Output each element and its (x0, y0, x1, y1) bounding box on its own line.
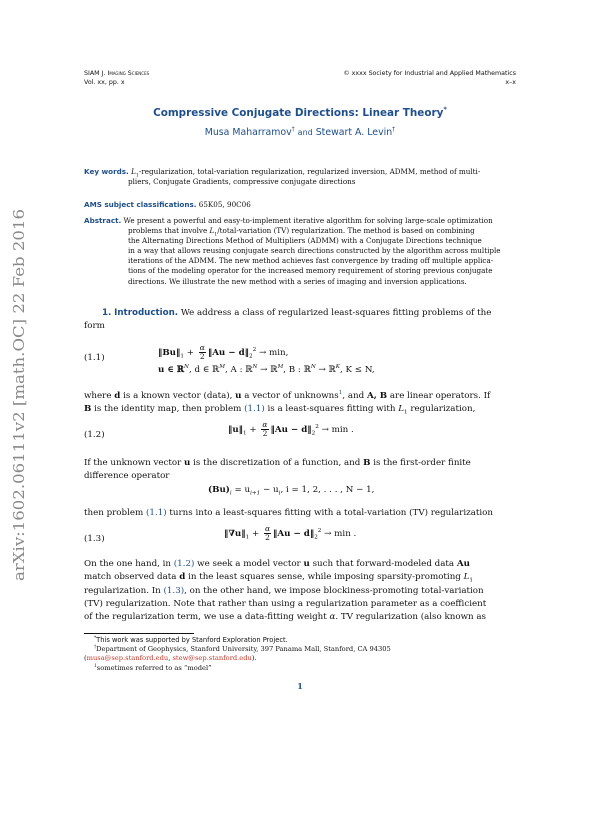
eq13-alpha: α (264, 524, 271, 533)
author-2-mark: † (392, 125, 396, 133)
p1-text-f: is the identity map, then problem (91, 404, 245, 415)
eq12-two: 2 (262, 429, 268, 438)
eq11-arrow2: → ℝ (315, 365, 336, 375)
eq11-arrow1: → ℝ (257, 365, 278, 375)
p1-text-c: a vector of unknowns (241, 391, 339, 401)
p1-l1-symbol: L (398, 404, 405, 415)
p1-u: u (235, 391, 242, 401)
eq11-norm-bu: ‖Bu‖ (158, 348, 181, 358)
eq11-supN2: N (252, 364, 258, 371)
abstract-line-5: iterations of the ADMM. The new method achieves fast convergence by trading off multiple applica- (128, 256, 494, 266)
eq11-supN: N (184, 364, 189, 371)
keywords-line-2: pliers, Conjugate Gradients, compressive conjugate directions (128, 177, 356, 187)
eq11-supN3: N (310, 364, 316, 371)
equation-1-3-number: (1.3) (84, 534, 105, 544)
keywords-l1-symbol: L (131, 167, 136, 176)
paragraph-2 (84, 457, 516, 484)
diffop-sub-i2: i (278, 490, 281, 497)
author-1: Musa Maharramov (204, 127, 292, 138)
p4-l1-symbol: L (463, 572, 470, 583)
eq12-sub2: 2 (311, 430, 316, 437)
eq11-supM2: M (277, 364, 284, 371)
eq12-plus: + (249, 425, 257, 435)
p1-l1-sub: 1 (404, 410, 408, 417)
section-title: Introduction. (114, 308, 179, 318)
eq12-alpha: α (262, 420, 268, 429)
keywords-block (84, 167, 516, 187)
keywords-l1-sub: 1 (135, 173, 139, 179)
footnote-2-open: ( (84, 654, 87, 663)
footnote-3-mark: 1 (94, 663, 97, 669)
title-footnote-mark: * (443, 105, 447, 114)
paragraph-1 (84, 390, 516, 417)
abstract-label: Abstract. (84, 216, 122, 225)
p1-d: d (114, 391, 121, 401)
eq11-op-a: , A : ℝ (225, 365, 253, 375)
footnote-1 (84, 636, 516, 645)
footnote-rule (84, 633, 194, 634)
eq13-fraction (264, 525, 271, 542)
section-number: 1. (102, 308, 112, 318)
abstract-line-6: tions of the modeling operator for the increased memory requirement of storing previous conjugate (128, 266, 493, 276)
eq11-supM: M (219, 364, 226, 371)
footnote-2 (84, 645, 516, 654)
eq12-norm-au-d: ‖Au − d‖ (270, 425, 312, 435)
introduction-lead (84, 307, 516, 334)
equation-1-3 (224, 525, 356, 542)
paragraph-4 (84, 558, 516, 624)
p1-text-d: , and (342, 391, 367, 401)
footnote-2-close: ). (251, 654, 257, 663)
p2-text-d: difference operator (84, 471, 170, 482)
p4-text-g: , on the other hand, we impose blockiness-promoting total-variation (184, 585, 484, 596)
abstract-line-2a: problems that involve (128, 226, 210, 236)
equation-1-2-number: (1.2) (84, 430, 105, 440)
p2-text-c: is the first-order finite (370, 458, 471, 468)
p4-text-b: we seek a model vector (194, 559, 304, 569)
difference-operator-equation (208, 485, 374, 495)
author-separator: and (297, 128, 313, 137)
p1-text-h: regularization, (407, 404, 476, 415)
diffop-sub-i: i (229, 490, 232, 497)
p2-text-b: is the discretization of a function, and (190, 458, 364, 468)
footnote-2-mark: † (94, 644, 97, 650)
eq11-supK: K (335, 364, 340, 371)
abstract-line-4: in a way that allows reusing conjugate search directions constructed by the algorithm across multiple (128, 246, 501, 256)
equation-1-2 (228, 421, 354, 438)
eq13-sub2: 2 (314, 534, 318, 541)
footnote-3-text: sometimes referred to as “model” (96, 663, 212, 672)
p1-text-b: is a known vector (data), (120, 391, 236, 401)
eq13-plus: + (251, 529, 260, 539)
p2-text-a: If the unknown vector (84, 458, 185, 468)
eq13-norm-grad-u: ‖∇u‖ (224, 529, 246, 539)
footnotes (84, 636, 516, 673)
p4-alpha: α (329, 612, 336, 623)
paper-title-text: Compressive Conjugate Directions: Linear Theory (153, 107, 444, 119)
footnote-3 (84, 664, 516, 673)
footnote-2-address: Department of Geophysics, Stanford University, 397 Panama Mall, Stanford, CA 94305 (96, 645, 391, 654)
ams-block (84, 200, 516, 210)
abstract-line-7: directions. We illustrate the new method with a series of imaging and inversion applications. (128, 276, 467, 286)
p3-text-b: turns into a least-squares fitting with a total-variation (TV) regularization (166, 508, 493, 518)
author-1-mark: † (291, 125, 295, 133)
abstract-line-2b: /total-variation (TV) regularization. The method is based on combining (217, 226, 475, 236)
footnote-1-mark: * (94, 635, 97, 641)
p4-l1-sub: 1 (469, 578, 473, 585)
eq11-op-b: , B : ℝ (283, 365, 311, 375)
eq13-min: → min . (324, 529, 357, 539)
diffop-bu: (Bu) (208, 485, 230, 495)
eq11-two: 2 (199, 352, 205, 361)
ams-codes: 65K05, 90C06 (198, 200, 251, 209)
journal-name: SIAM J. Imaging Sciences (84, 70, 150, 77)
p4-text-i: of the regularization term, we use a data-fitting weight (84, 612, 330, 623)
eq11-plus: + (186, 348, 194, 358)
author-list (0, 127, 600, 138)
abstract-l1-sub: 1 (214, 232, 218, 238)
paper-title (0, 107, 600, 119)
p4-text-d: match observed data (84, 572, 180, 583)
equation-1-1-line-1 (158, 344, 288, 361)
equation-1-1-line-2 (158, 365, 375, 375)
p4-text-f: regularization. In (84, 585, 164, 596)
p4-d: d (179, 572, 186, 583)
eq12-fraction (261, 421, 268, 438)
journal-volume: Vol. xx, pp. x (84, 78, 125, 86)
eq11-sub2: 2 (249, 353, 253, 360)
eq11-min: → min, (258, 348, 289, 358)
p3-eq-ref-1-1[interactable]: (1.1) (146, 508, 167, 518)
email-link-musa[interactable]: musa@sep.stanford.edu (86, 654, 169, 663)
abstract-l1-symbol: L (209, 226, 215, 236)
p2-u: u (184, 458, 191, 468)
diffop-minus-u: − u (260, 485, 279, 495)
email-link-stew[interactable]: stew@sep.stanford.edu (172, 654, 252, 663)
p1-ab: A, B (366, 391, 388, 401)
p4-text-c: such that forward-modeled data (309, 559, 457, 569)
footnote-2-sep: , (168, 654, 173, 663)
eq11-domain-u: u ∈ ℝ (158, 365, 185, 375)
arxiv-stamp-text: arXiv:1602.06111v2 [math.OC] 22 Feb 2016 (10, 239, 28, 581)
footnote-2-emails (84, 654, 516, 663)
page-range: x–x (505, 78, 516, 86)
eq11-norm-au-d: ‖Au − d‖ (207, 348, 249, 358)
copyright-line: © xxxx Society for Industrial and Applied Mathematics (343, 70, 516, 77)
ams-label: AMS subject classifications. (84, 200, 197, 209)
page-number: 1 (297, 681, 303, 691)
p2-b: B (363, 458, 371, 468)
eq11-k-le-n: , K ≤ N, (340, 365, 375, 375)
p1-text-e: are linear operators. If (387, 391, 491, 401)
equation-1-1-number: (1.1) (84, 353, 105, 363)
eq13-sup2: 2 (317, 528, 322, 535)
diffop-equals-u: = u (231, 485, 251, 495)
eq13-norm-au-d: ‖Au − d‖ (273, 529, 315, 539)
p1-text-g: is a least-squares fitting with (264, 404, 399, 415)
keywords-label: Key words. (84, 167, 129, 176)
eq12-sub1: 1 (243, 430, 247, 437)
p1-b: B (84, 404, 92, 415)
abstract-block (84, 216, 516, 287)
p1-text-a: where (84, 391, 115, 401)
eq11-sub1: 1 (180, 353, 184, 360)
diffop-range: , i = 1, 2, . . . , N − 1, (280, 485, 375, 495)
eq11-fraction (199, 344, 206, 361)
p4-eq-ref-1-2[interactable]: (1.2) (173, 559, 195, 569)
eq13-sub1: 1 (245, 534, 250, 541)
p3-text-a: then problem (84, 508, 147, 518)
p4-text-e: in the least squares sense, while imposing sparsity-promoting (185, 572, 464, 583)
paragraph-3 (84, 507, 516, 520)
p1-eq-ref-1-1[interactable]: (1.1) (244, 404, 265, 415)
eq12-sup2: 2 (315, 424, 319, 431)
p4-eq-ref-1-3[interactable]: (1.3) (163, 585, 185, 596)
eq12-min: → min . (321, 425, 354, 435)
p4-au: Au (456, 559, 470, 569)
p4-text-h: (TV) regularization. Note that rather than using a regularization parameter as a coefficient (84, 598, 487, 609)
eq12-norm-u: ‖u‖ (228, 425, 244, 435)
p1-footnote-link[interactable]: 1 (338, 390, 343, 397)
abstract-line-3: the Alternating Directions Method of Multipliers (ADMM) with a Conjugate Directions technique (128, 236, 482, 246)
abstract-line-1: We present a powerful and easy-to-implement iterative algorithm for solving large-scale optimization (123, 216, 493, 225)
eq11-sup2: 2 (252, 347, 257, 354)
arxiv-identifier-stamp (0, 205, 33, 585)
diffop-sub-i1: i+1 (250, 490, 261, 497)
copyright-header (343, 70, 516, 87)
section-lead-line-1: We address a class of regularized least-squares fitting problems of the (180, 308, 492, 318)
author-2: Stewart A. Levin (315, 127, 393, 138)
keywords-line-1: -regularization, total-variation regularization, regularized inversion, ADMM, method of multi- (138, 167, 481, 176)
section-lead-line-2: form (84, 321, 105, 332)
footnote-1-text: This work was supported by Stanford Exploration Project. (96, 636, 288, 644)
p4-u: u (303, 559, 310, 569)
journal-header (84, 70, 149, 87)
eq13-two: 2 (265, 533, 270, 542)
p4-text-j: . TV regularization (also known as (335, 612, 487, 623)
eq11-alpha: α (199, 343, 205, 352)
eq11-domain-d: , d ∈ ℝ (188, 365, 220, 375)
p4-text-a: On the one hand, in (84, 559, 174, 569)
